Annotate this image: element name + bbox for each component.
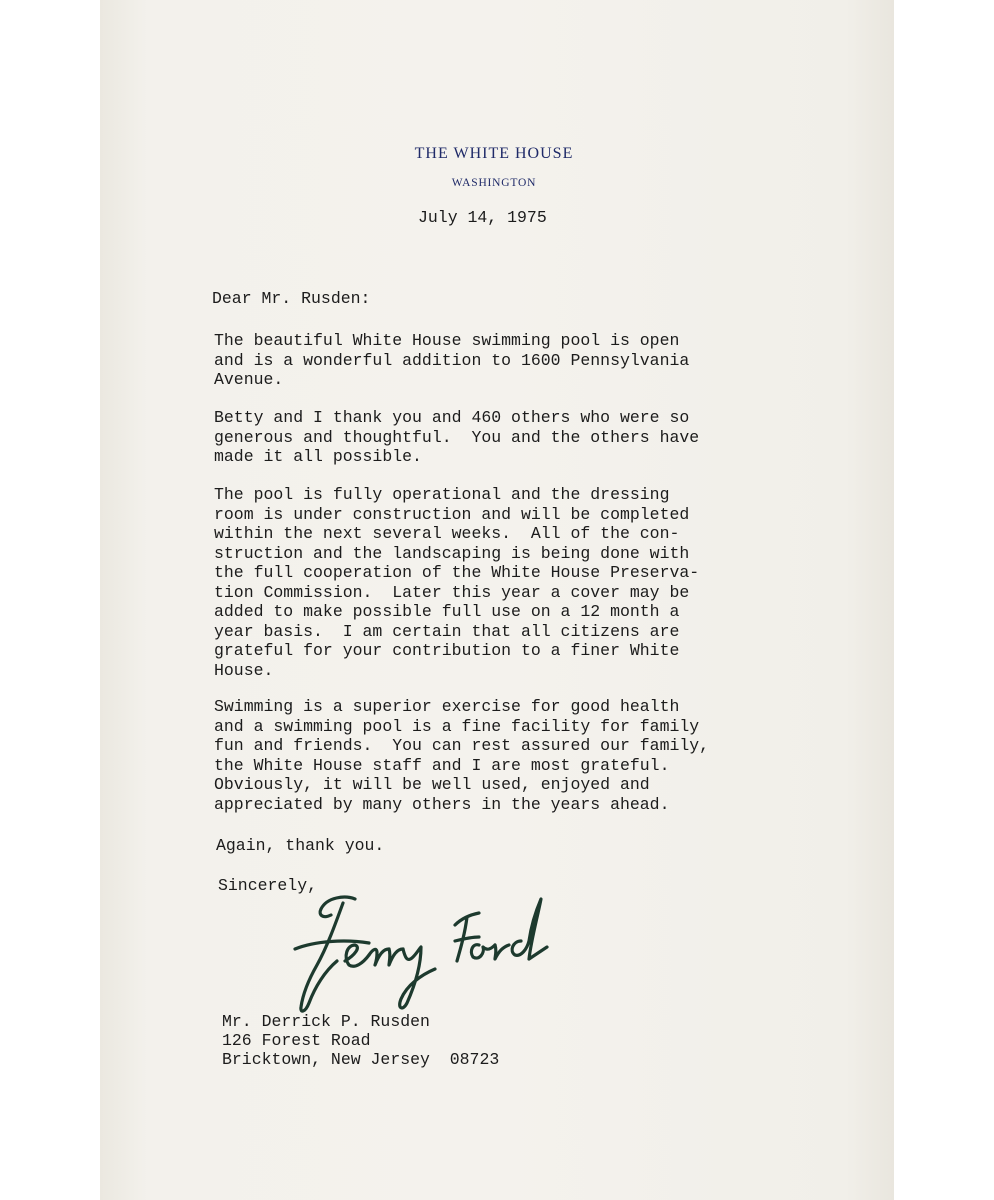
paragraph-line: added to make possible full use on a 12 month a xyxy=(214,602,680,621)
paragraph-4 xyxy=(214,697,709,814)
paragraph-line: appreciated by many others in the years ahead. xyxy=(214,794,670,814)
paragraph-line: grateful for your contribution to a finer White xyxy=(214,641,680,660)
paragraph-line: within the next several weeks. All of the con- xyxy=(214,524,680,543)
paragraph-line: generous and thoughtful. You and the others have xyxy=(214,427,700,447)
paragraph-line: House. xyxy=(214,660,274,680)
paragraph-line: Avenue. xyxy=(214,370,284,389)
letter-date: July 14, 1975 xyxy=(418,208,547,227)
paragraph-line: and a swimming pool is a fine facility for family xyxy=(214,716,700,736)
handwritten-signature xyxy=(285,885,555,1015)
paragraph-line: year basis. I am certain that all citizens are xyxy=(214,621,680,641)
paragraph-2 xyxy=(214,408,699,467)
recipient-name: Mr. Derrick P. Rusden xyxy=(222,1012,430,1031)
paragraph-line: Betty and I thank you and 460 others who were so xyxy=(214,408,690,427)
recipient-city: Bricktown, New Jersey 08723 xyxy=(222,1050,500,1069)
paragraph-line: fun and friends. You can rest assured our family, xyxy=(214,736,710,755)
paragraph-line: The pool is fully operational and the dressing xyxy=(214,485,670,504)
letterhead-title: THE WHITE HOUSE xyxy=(414,145,574,162)
salutation: Dear Mr. Rusden: xyxy=(212,289,371,308)
paragraph-line: tion Commission. Later this year a cover may be xyxy=(214,582,690,602)
letterhead-subtitle: WASHINGTON xyxy=(451,177,537,189)
recipient-street: 126 Forest Road xyxy=(222,1031,371,1050)
letter-page xyxy=(100,0,894,1200)
paragraph-line: The beautiful White House swimming pool is open xyxy=(214,331,680,350)
paragraph-line: the White House staff and I are most grateful. xyxy=(214,755,670,775)
paragraph-line: Swimming is a superior exercise for good health xyxy=(214,697,680,716)
closing-line: Again, thank you. xyxy=(216,836,385,855)
paragraph-3 xyxy=(214,485,699,680)
paragraph-line: made it all possible. xyxy=(214,447,422,466)
paragraph-1 xyxy=(214,331,689,390)
paragraph-line: and is a wonderful addition to 1600 Pennsylvania xyxy=(214,350,690,370)
paragraph-line: room is under construction and will be completed xyxy=(214,504,690,524)
valediction: Sincerely, xyxy=(218,876,318,895)
paragraph-line: the full cooperation of the White House Preserva- xyxy=(214,563,700,582)
paragraph-line: Obviously, it will be well used, enjoyed and xyxy=(214,775,650,794)
paragraph-line: struction and the landscaping is being done with xyxy=(214,543,690,563)
